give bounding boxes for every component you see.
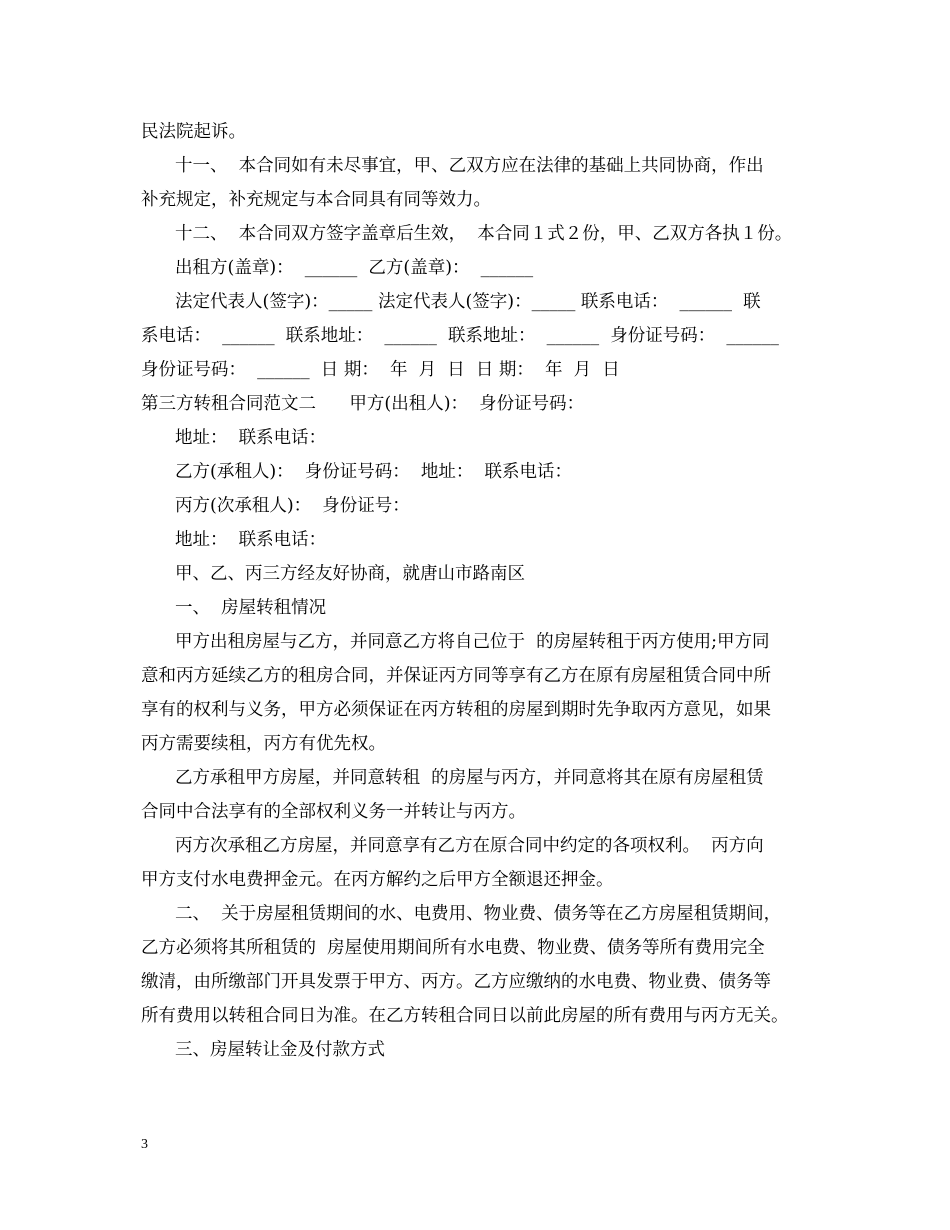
text-line: 补充规定，补充规定与本合同具有同等效力。 <box>141 190 491 210</box>
paragraph-line: 甲方出租房屋与乙方，并同意乙方将自己位于 的房屋转租于丙方使用;甲方同 <box>175 632 770 652</box>
text-line: 甲、乙、丙三方经友好协商，就唐山市路南区 <box>175 564 525 584</box>
signature-line: 出租方(盖章)： ______ 乙方(盖章)： ______ <box>175 258 534 278</box>
paragraph-line: 乙方承租甲方房屋，并同意转租 的房屋与丙方，并同意将其在原有房屋租赁 <box>175 768 764 788</box>
section-heading-one: 一、 房屋转租情况 <box>175 598 327 618</box>
contact-line: 系电话： ______ 联系地址： ______ 联系地址： ______ 身份证号码： ______ <box>141 326 779 346</box>
party-c-info: 丙方(次承租人)： 身份证号： <box>175 496 410 516</box>
section-heading-two: 二、 关于房屋租赁期间的水、电费用、物业费、债务等在乙方房屋租赁期间， <box>175 904 782 924</box>
paragraph-line: 乙方必须将其所租赁的 房屋使用期间所有水电费、物业费、债务等所有费用完全 <box>141 938 765 958</box>
paragraph-line: 甲方支付水电费押金元。在丙方解约之后甲方全额退还押金。 <box>141 870 614 890</box>
paragraph-line: 丙方次承租乙方房屋，并同意享有乙方在原合同中约定的各项权利。 丙方向 <box>175 836 764 856</box>
document-body <box>141 115 821 1067</box>
date-line: 身份证号码： ______ 日 期： 年 月 日 日 期： 年 月 日 <box>141 360 620 380</box>
paragraph-line: 意和丙方延续乙方的租房合同，并保证丙方同等享有乙方在原有房屋租赁合同中所 <box>141 666 771 686</box>
page-number: 3 <box>141 1137 148 1152</box>
paragraph-line: 享有的权利与义务，甲方必须保证在丙方转租的房屋到期时先争取丙方意见，如果 <box>141 700 771 720</box>
party-b-info: 乙方(承租人)： 身份证号码： 地址： 联系电话： <box>175 462 573 482</box>
section-heading-three: 三、房屋转让金及付款方式 <box>175 1040 385 1060</box>
paragraph-line: 合同中合法享有的全部权利义务一并转让与丙方。 <box>141 802 526 822</box>
section-title-sample-two: 第三方转租合同范文二 甲方(出租人)： 身份证号码： <box>141 394 585 414</box>
paragraph-line: 所有费用以转租合同日为准。在乙方转租合同日以前此房屋的所有费用与丙方无关。 <box>141 1006 789 1026</box>
clause-heading-eleven: 十一、 本合同如有未尽事宜，甲、乙双方应在法律的基础上共同协商，作出 <box>175 156 764 176</box>
text-line: 民法院起诉。 <box>141 122 246 142</box>
clause-heading-twelve: 十二、 本合同双方签字盖章后生效， 本合同１式２份，甲、乙双方各执１份。 <box>175 224 793 244</box>
paragraph-line: 缴清，由所缴部门开具发票于甲方、丙方。乙方应缴纳的水电费、物业费、债务等 <box>141 972 771 992</box>
party-c-address: 地址： 联系电话： <box>175 530 327 550</box>
party-a-address: 地址： 联系电话： <box>175 428 327 448</box>
paragraph-line: 丙方需要续租，丙方有优先权。 <box>141 734 386 754</box>
representative-line: 法定代表人(签字)：_____ 法定代表人(签字)：_____ 联系电话： ______ 联 <box>175 292 761 312</box>
